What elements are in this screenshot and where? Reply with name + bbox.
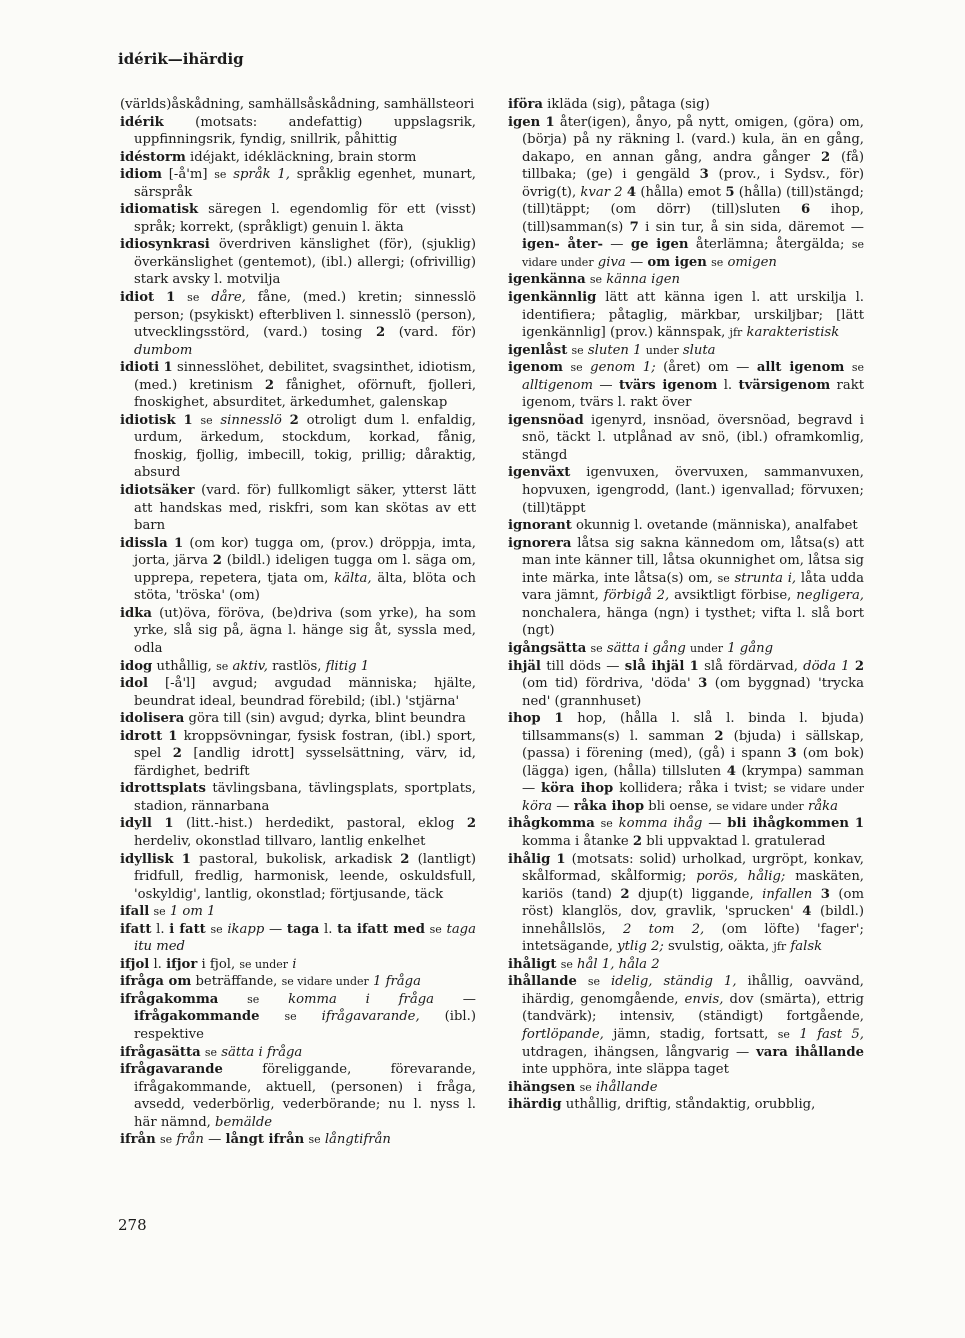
dictionary-entry: idioti 1 sinnesslöhet, debilitet, svagsinthet, idiotism, (med.) kretinism 2 fånighet, oförnuft, fjolleri, fnoskighet, absurditet, ärkedumhet, galenskap [120,360,477,411]
dictionary-entry: igen 1 åter(igen), ånyo, på nytt, omigen, (göra) om, (börja) på ny räkning l. (vard.) kula, än en gång, dakapo, en annan gång, andra gånger 2 (få) tillbaka; (ge) i gengäld 3 (prov., i Sydsv., för) övrig(t), kvar 2 4 (hålla) emot 5 (hålla) (till)stängd; (till)täppt; (om dörr) (till)sluten 6 ihop, (till)samman(s) 7 i sin tur, å sin sida, däremot — igen- åter- — ge igen återlämna; återgälda; se vidare under giva — om igen se omigen [508,114,864,270]
dictionary-entry: ifrån se från — långt ifrån se långtifrån [120,1132,391,1148]
dictionary-entry: igenkännlig lätt att känna igen l. att urskilja l. identifiera; påtaglig, märkbar, urskiljbar; [lätt igenkännlig] (prov.) kännspak, jfr karakteristisk [508,290,864,341]
dictionary-entry: ihållande se idelig, ständig 1, ihållig, oavvänd, ihärdig, genomgående, envis, dov (smärta), ettrig (tandvärk); intensiv, (ständigt) fortgående, fortlöpande, jämn, stadig, fortsatt, se 1 fast 5, utdragen, ihängsen, långvarig — vara ihållande inte upphöra, inte släppa taget [508,974,864,1078]
dictionary-entry: idog uthållig, se aktiv, rastlös, flitig 1 [120,658,370,674]
page-number: 278 [118,1216,147,1234]
dictionary-entry: idérik (motsats: andefattig) uppslagsrik, uppfinningsrik, fyndig, snillrik, påhittig [120,114,476,148]
dictionary-entry: idiotisk 1 se sinnesslö 2 otroligt dum l. enfaldig, urdum, ärkedum, stockdum, korkad, fånig, fnoskig, fjollig, imbecill, tokig, prillig; dåraktig, absurd [120,412,476,481]
dictionary-entry: ihärdig uthållig, driftig, ståndaktig, orubblig, [508,1097,816,1113]
dictionary-entry: igångsätta se sätta i gång under 1 gång [508,640,774,656]
dictionary-entry: idyll 1 (litt.-hist.) herdedikt, pastoral, eklog 2 herdeliv, okonstlad tillvaro, lantlig enkelhet [120,816,476,849]
dictionary-entry: ihågkomma se komma ihåg — bli ihågkommen 1 komma i åtanke 2 bli uppvaktad l. gratulerad [508,816,865,849]
dictionary-entry: idissla 1 (om kor) tugga om, (prov.) dröppja, imta, jorta, järva 2 (bildl.) ideligen tugga om l. säga om, upprepa, repetera, tjata om, kälta, älta, blöta och stöta, 'tröska' (om) [120,535,476,604]
dictionary-entry: igensnöad igenyrd, insnöad, översnöad, begravd i snö, täckt l. utplånad av snö, (ibl.) oframkomlig, stängd [508,412,864,463]
dictionary-entry: idiosynkrasi överdriven känslighet (för), (sjuklig) överkänslighet (gentemot), (ibl.) allergi; (ofrivillig) stark avsky l. motvilja [120,237,476,288]
dictionary-entry: idrottsplats tävlingsbana, tävlingsplats, sportplats, stadion, rännarbana [120,781,476,814]
dictionary-entry: ifrågakomma se komma i fråga — ifrågakommande se ifrågavarande, (ibl.) respektive [120,991,476,1042]
dictionary-entry: idrott 1 kroppsövningar, fysisk fostran, (ibl.) sport, spel 2 [andlig idrott] sysselsättning, värv, id, färdighet, bedrift [120,728,476,779]
dictionary-entry: idiot 1 se dåre, fåne, (med.) kretin; sinnesslö person; (psykiskt) efterbliven l. sinnesslö (person), utvecklingsstörd, (vard.) tosing 2 (vard. för) dumbom [120,290,476,358]
right-column [508,96,864,1114]
dictionary-entry: ihängsen se ihållande [508,1079,658,1095]
dictionary-entry: ihåligt se hål 1, håla 2 [508,956,660,972]
dictionary-entry: idéstorm idéjakt, idékläckning, brain storm [120,149,417,165]
running-head: idérik—ihärdig [118,50,244,68]
dictionary-entry: ihjäl till döds — slå ihjäl 1 slå fördärvad, döda 1 2 (om tid) fördriva, 'döda' 3 (om byggnad) 'trycka ned' (grannhuset) [508,658,864,709]
dictionary-entry: idiom [-å'm] se språk 1, språklig egenhet, munart, särspråk [120,167,476,200]
dictionary-entry: igenväxt igenvuxen, övervuxen, sammanvuxen, hopvuxen, igengrodd, (lant.) igenvallad; förvuxen; (till)täppt [508,465,864,516]
dictionary-entry: idiomatisk säregen l. egendomlig för ett (visst) språk; korrekt, (språkligt) genuin l. äkta [120,202,476,235]
dictionary-entry: ignorera låtsa sig sakna kännedom om, låtsa(s) att man inte känner till, låtsa okunnighet om, låtsa sig inte märka, inte låtsa(s) om, se strunta i, låta udda vara jämnt, förbigå 2, avsiktligt förbise, negligera, nonchalera, hänga (ngn) i tysthet; vifta l. slå bort (ngt) [508,535,865,639]
dictionary-entry: (världs)åskådning, samhällsåskådning, samhällsteori [120,97,475,112]
dictionary-entry: idka (ut)öva, föröva, (be)driva (som yrke), ha som yrke, slå sig på, ägna l. hänge sig åt, syssla med, odla [120,605,476,656]
dictionary-entry: idyllisk 1 pastoral, bukolisk, arkadisk 2 (lantligt) fridfull, fredlig, harmonisk, leende, oskuldsfull, 'oskyldig', lantlig, okonstlad; förtjusande, täck [120,851,476,902]
dictionary-entry: ifrågasätta se sätta i fråga [120,1044,303,1060]
dictionary-entry: idolisera göra till (sin) avgud; dyrka, blint beundra [120,711,466,727]
dictionary-entry: ifall se 1 om 1 [120,904,216,920]
dictionary-entry: iföra ikläda (sig), påtaga (sig) [508,97,710,112]
dictionary-entry: idiotsäker (vard. för) fullkomligt säker, ytterst lätt att handskas med, riskfri, som kan skötas av ett barn [120,483,476,534]
dictionary-entry: ihop 1 hop, (hålla l. slå l. binda l. bjuda) tillsammans(s) l. samman 2 (bjuda) i sällskap, (passa) i förening (med), (gå) i spann 3 (om bok) (lägga) igen, (hålla) tillsluten 4 (krympa) samman — köra ihop kollidera; råka i tvist; se vidare under köra — råka ihop bli oense, se vidare under råka [508,711,864,814]
dictionary-entry: igenlåst se sluten 1 under sluta [508,342,716,358]
dictionary-entry: igenkänna se känna igen [508,272,681,288]
dictionary-entry: igenom se genom 1; (året) om — allt igenom se alltigenom — tvärs igenom l. tvärsigenom rakt igenom, tvärs l. rakt över [508,360,864,411]
left-column [120,96,476,1149]
dictionary-entry: ifrågavarande föreliggande, förevarande, ifrågakommande, aktuell, (personen) i fråga, avsedd, vederbörlig, vederbörande; nu l. nyss l. här nämnd, bemälde [120,1062,476,1130]
dictionary-entry: ihålig 1 (motsats: solid) urholkad, urgröpt, konkav, skålformad, skålformig; porös, hålig; maskäten, kariös (tand) 2 djup(t) liggande, infallen 3 (om röst) klanglös, dov, gravlik, 'sprucken' 4 (bildl.) innehållslös, 2 tom 2, (om löfte) 'fager'; intetsägande, ytlig 2; svulstig, oäkta, jfr falsk [508,851,865,955]
dictionary-entry: ifråga om beträffande, se vidare under 1 fråga [120,974,421,990]
dictionary-entry: ignorant okunnig l. ovetande (människa), analfabet [508,518,858,534]
dictionary-entry: ifatt l. i fatt se ikapp — taga l. ta ifatt med se taga itu med [120,921,476,955]
dictionary-entry: ifjol l. ifjor i fjol, se under i [120,956,297,972]
dictionary-entry: idol [-å'l] avgud; avgudad människa; hjälte, beundrat ideal, beundrad förebild; (ibl.) 'stjärna' [120,676,476,709]
